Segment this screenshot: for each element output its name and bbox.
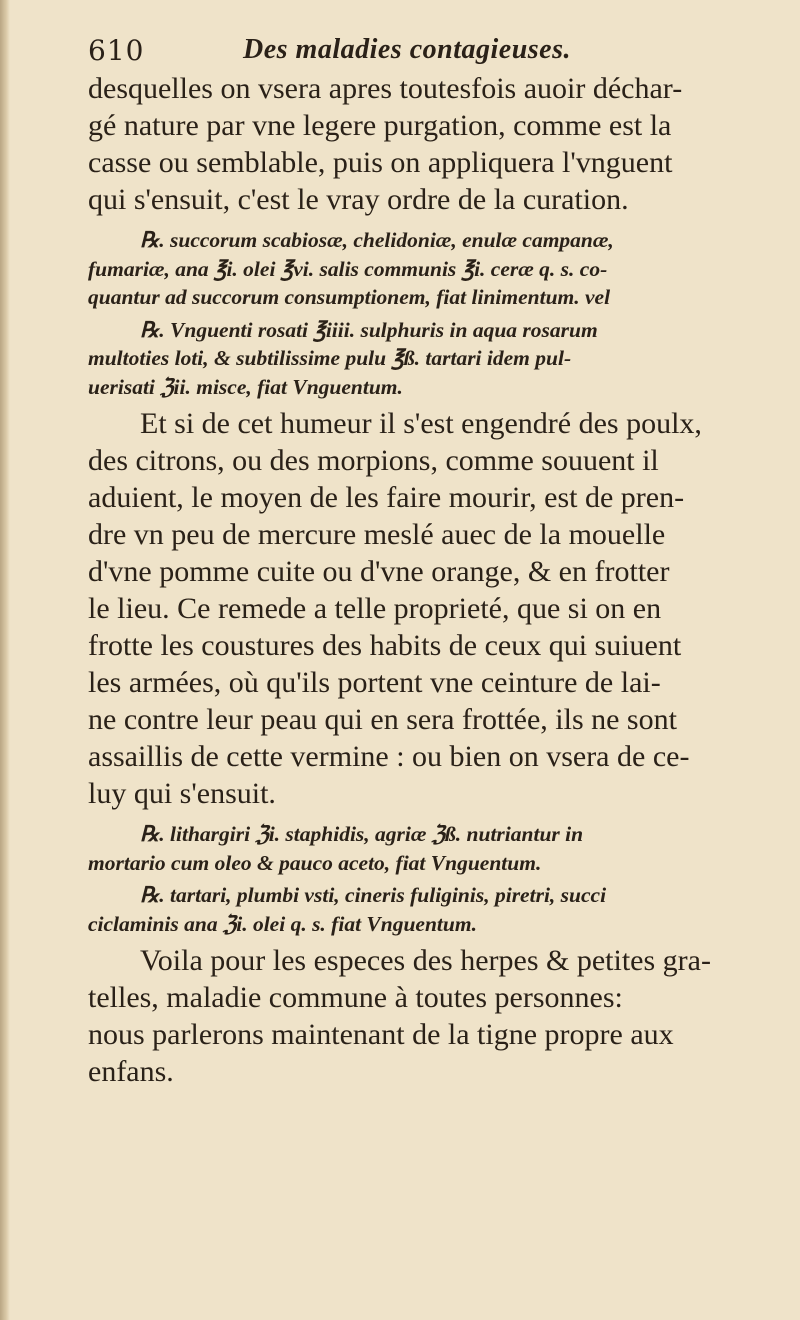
text-line: des citrons, ou des morpions, comme souuent il: [88, 444, 659, 477]
running-title: Des maladies contagieuses.: [243, 34, 571, 65]
text-line: dre vn peu de mercure meslé auec de la mouelle: [88, 518, 666, 551]
recipe-3: [88, 820, 753, 877]
page-number: 610: [88, 34, 145, 67]
paragraph-3: [88, 942, 753, 1090]
recipe-line: ℞. Vnguenti rosati ℥iiii. sulphuris in aqua rosarum: [140, 317, 598, 342]
text-line: le lieu. Ce remede a telle proprieté, que si on en: [88, 592, 662, 625]
text-line: assaillis de cette vermine : ou bien on vsera de ce-: [88, 740, 690, 773]
text-line: luy qui s'ensuit.: [88, 777, 276, 810]
recipe-line: ℞. succorum scabiosæ, chelidoniæ, enulæ campanæ,: [140, 228, 614, 252]
text-line: gé nature par vne legere purgation, comme est la: [88, 109, 672, 142]
recipe-line: fumariæ, ana ℥i. olei ℥vi. salis communis ℥i. ceræ q. s. co-: [88, 256, 608, 281]
recipe-line: multoties loti, & subtilissime pulu ℥ß. tartari idem pul-: [88, 346, 572, 370]
recipe-1: [88, 226, 753, 312]
text-line: telles, maladie commune à toutes personnes:: [88, 981, 623, 1014]
text-line: ne contre leur peau qui en sera frottée, ils ne sont: [88, 703, 677, 736]
recipe-line: ciclaminis ana ℨi. olei q. s. fiat Vnguentum.: [88, 911, 477, 936]
text-line: les armées, où qu'ils portent vne ceinture de lai-: [88, 666, 661, 699]
text-line: casse ou semblable, puis on appliquera l'vnguent: [88, 146, 673, 179]
recipe-line: uerisati ℨii. misce, fiat Vnguentum.: [88, 374, 403, 399]
body-text: [88, 70, 753, 1090]
recipe-4: [88, 881, 753, 938]
page-binding-edge: [0, 0, 10, 1320]
recipe-line: ℞. lithargiri ℨi. staphidis, agriæ ℨß. nutriantur in: [140, 822, 584, 846]
recipe-line: ℞. tartari, plumbi vsti, cineris fuliginis, piretri, succi: [140, 883, 607, 907]
text-line: frotte les coustures des habits de ceux qui suiuent: [88, 629, 682, 662]
recipe-line: quantur ad succorum consumptionem, fiat linimentum. vel: [88, 285, 611, 309]
paragraph-2: [88, 405, 753, 812]
text-line: nous parlerons maintenant de la tigne propre aux: [88, 1018, 674, 1051]
text-line: qui s'ensuit, c'est le vray ordre de la curation.: [88, 183, 629, 216]
text-line: Et si de cet humeur il s'est engendré des poulx,: [140, 407, 702, 440]
text-line: enfans.: [88, 1055, 174, 1088]
text-line: d'vne pomme cuite ou d'vne orange, & en frotter: [88, 555, 670, 588]
page-header: [88, 34, 750, 74]
text-line: desquelles on vsera apres toutesfois auoir déchar-: [88, 72, 683, 105]
recipe-2: [88, 316, 753, 402]
text-line: Voila pour les especes des herpes & petites gra-: [140, 944, 711, 977]
paragraph-1: [88, 70, 753, 218]
text-line: aduient, le moyen de les faire mourir, est de pren-: [88, 481, 685, 514]
recipe-line: mortario cum oleo & pauco aceto, fiat Vnguentum.: [88, 850, 542, 875]
